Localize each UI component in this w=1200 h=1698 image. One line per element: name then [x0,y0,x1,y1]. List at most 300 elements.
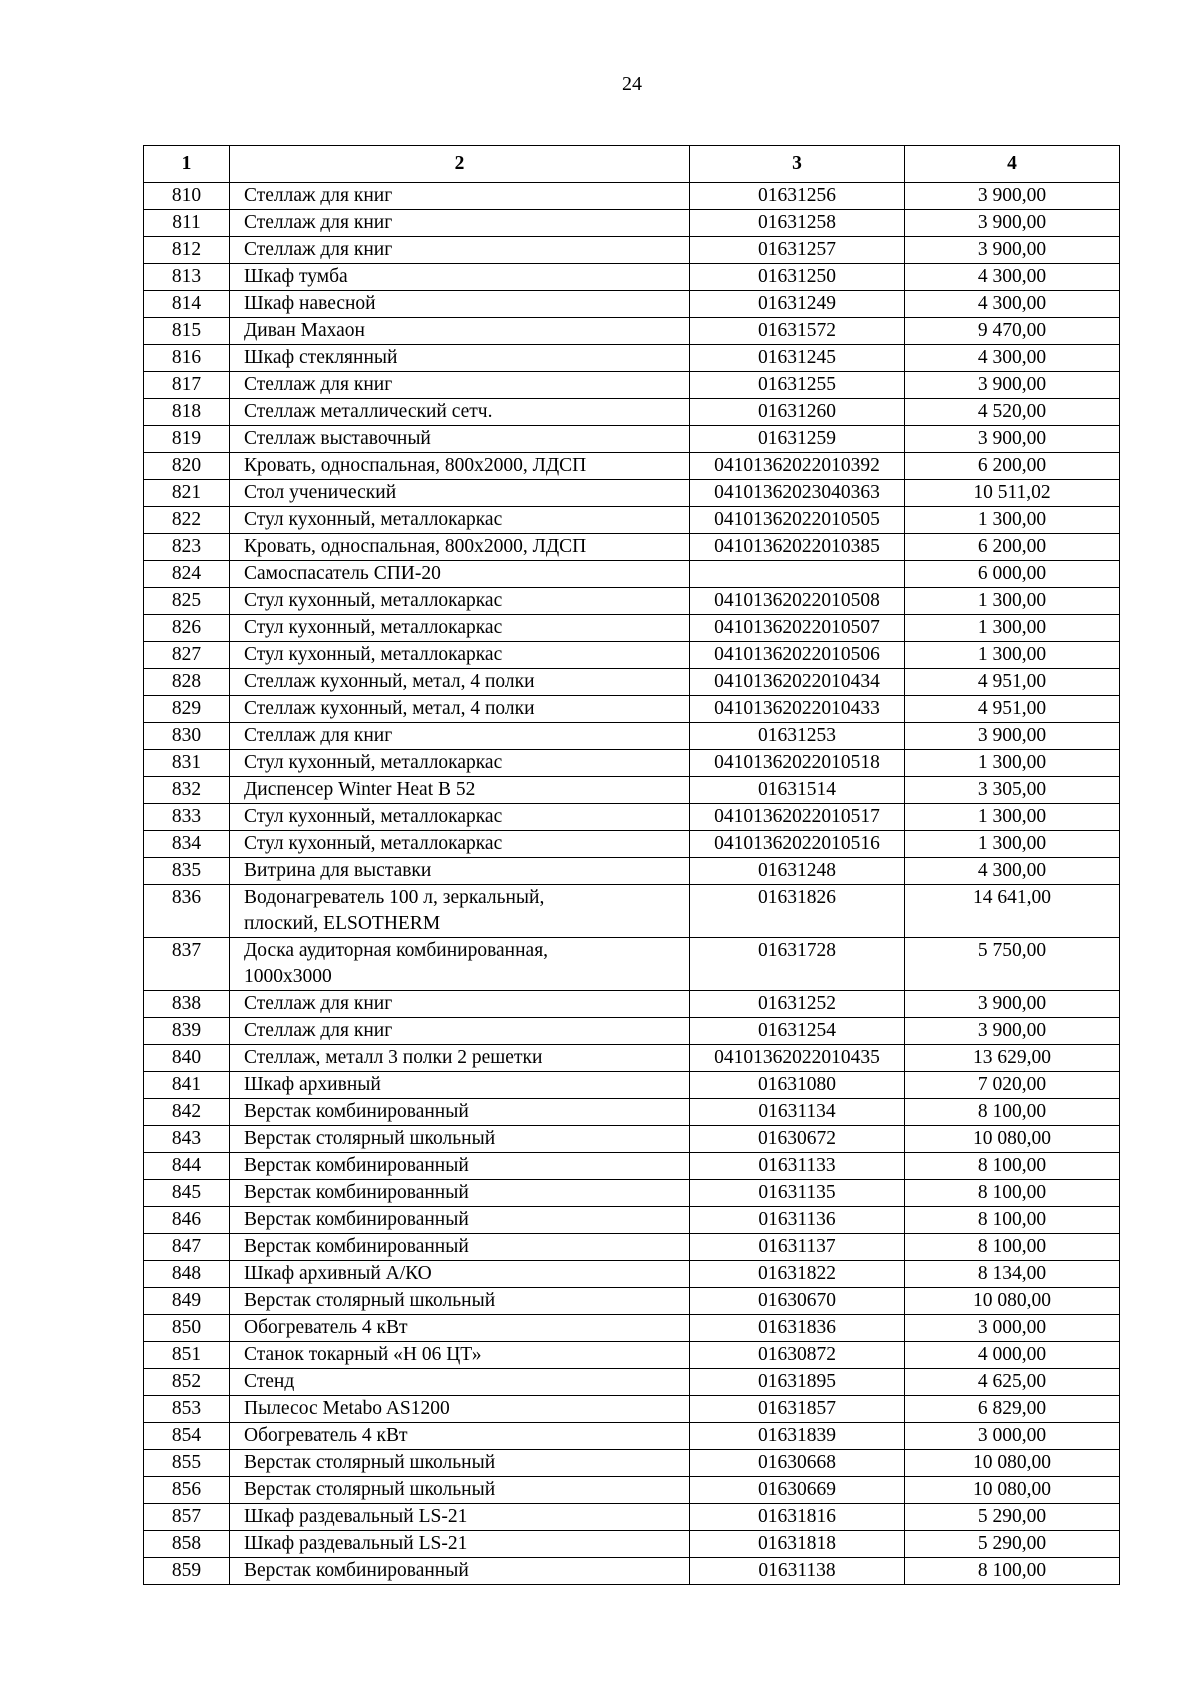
row-number: 832 [144,777,230,804]
table-header-row [144,146,1120,183]
inventory-code: 01630872 [690,1342,905,1369]
item-price: 7 020,00 [905,1072,1120,1099]
item-name [230,1261,690,1288]
item-name [230,642,690,669]
row-number: 829 [144,696,230,723]
item-name-line: Верстак комбинированный [244,1182,469,1203]
item-price: 4 300,00 [905,858,1120,885]
item-name [230,1423,690,1450]
item-name [230,1180,690,1207]
table-row [144,1477,1120,1504]
item-name [230,183,690,210]
item-name-line: Диспенсер Winter Heat B 52 [244,779,476,800]
item-name [230,1504,690,1531]
item-name [230,831,690,858]
table-row [144,1126,1120,1153]
item-name [230,1153,690,1180]
row-number: 812 [144,237,230,264]
item-name-line: Обогреватель 4 кВт [244,1425,408,1446]
table-row [144,991,1120,1018]
row-number: 851 [144,1342,230,1369]
item-name-line: Стул кухонный, металлокаркас [244,509,503,530]
item-name-line: Стул кухонный, металлокаркас [244,833,503,854]
inventory-code: 01630669 [690,1477,905,1504]
table-row [144,561,1120,588]
row-number: 855 [144,1450,230,1477]
item-name [230,615,690,642]
row-number: 831 [144,750,230,777]
item-name [230,1342,690,1369]
table-row [144,588,1120,615]
table-row [144,1045,1120,1072]
table-row [144,372,1120,399]
table-row [144,1423,1120,1450]
header-col-1: 1 [144,146,230,183]
table-row [144,183,1120,210]
item-name [230,750,690,777]
inventory-code: 04101362023040363 [690,480,905,507]
row-number: 818 [144,399,230,426]
item-price: 4 951,00 [905,669,1120,696]
item-name [230,1126,690,1153]
row-number: 811 [144,210,230,237]
item-name-line: Верстак столярный школьный [244,1479,496,1500]
item-name-line: Шкаф навесной [244,293,376,314]
inventory-code: 01631252 [690,991,905,1018]
item-name [230,534,690,561]
page-number: 24 [622,73,642,95]
item-price: 13 629,00 [905,1045,1120,1072]
row-number: 845 [144,1180,230,1207]
item-name [230,938,690,991]
item-name [230,669,690,696]
inventory-code: 01631826 [690,885,905,938]
item-price: 8 100,00 [905,1099,1120,1126]
table-row [144,210,1120,237]
inventory-code: 04101362022010516 [690,831,905,858]
item-price: 1 300,00 [905,750,1120,777]
item-name-line: 1000х3000 [244,966,332,987]
inventory-code: 01631257 [690,237,905,264]
item-name-line: Стул кухонный, металлокаркас [244,752,503,773]
item-price: 3 900,00 [905,372,1120,399]
item-name-line: Витрина для выставки [244,860,432,881]
row-number: 826 [144,615,230,642]
row-number: 836 [144,885,230,938]
item-name [230,480,690,507]
item-price: 1 300,00 [905,588,1120,615]
table-row [144,1099,1120,1126]
item-price: 10 080,00 [905,1450,1120,1477]
item-price: 5 290,00 [905,1531,1120,1558]
row-number: 847 [144,1234,230,1261]
item-name-line: Верстак комбинированный [244,1155,469,1176]
inventory-code: 01631839 [690,1423,905,1450]
item-name-line: Стеллаж, металл 3 полки 2 решетки [244,1047,543,1068]
item-name [230,345,690,372]
item-price: 4 300,00 [905,291,1120,318]
item-name-line: Стеллаж для книг [244,374,393,395]
item-name-line: Верстак комбинированный [244,1209,469,1230]
row-number: 835 [144,858,230,885]
item-name [230,696,690,723]
table-row [144,1261,1120,1288]
table-row [144,696,1120,723]
inventory-code: 01631572 [690,318,905,345]
item-name [230,804,690,831]
item-price: 4 000,00 [905,1342,1120,1369]
item-name [230,291,690,318]
table-row [144,938,1120,991]
row-number: 815 [144,318,230,345]
row-number: 853 [144,1396,230,1423]
item-name-line: Стол ученический [244,482,397,503]
item-name-line: Обогреватель 4 кВт [244,1317,408,1338]
item-name-line: Стул кухонный, металлокаркас [244,590,503,611]
item-price: 4 520,00 [905,399,1120,426]
header-col-3: 3 [690,146,905,183]
item-price: 8 100,00 [905,1153,1120,1180]
item-price: 3 900,00 [905,991,1120,1018]
table-row [144,1369,1120,1396]
item-name [230,1234,690,1261]
inventory-code: 01631818 [690,1531,905,1558]
row-number: 824 [144,561,230,588]
item-price: 4 300,00 [905,264,1120,291]
inventory-code: 01631254 [690,1018,905,1045]
item-name-line: Верстак комбинированный [244,1101,469,1122]
table-row [144,534,1120,561]
item-name [230,237,690,264]
item-name [230,1369,690,1396]
table-row [144,453,1120,480]
row-number: 834 [144,831,230,858]
inventory-code: 04101362022010517 [690,804,905,831]
row-number: 820 [144,453,230,480]
row-number: 819 [144,426,230,453]
item-price: 3 000,00 [905,1315,1120,1342]
item-name-line: Шкаф стеклянный [244,347,398,368]
item-name-line: Верстак столярный школьный [244,1452,496,1473]
inventory-code: 04101362022010508 [690,588,905,615]
item-name [230,723,690,750]
inventory-code: 01631514 [690,777,905,804]
table-row [144,264,1120,291]
inventory-code: 01631135 [690,1180,905,1207]
table-row [144,1504,1120,1531]
inventory-code: 01631258 [690,210,905,237]
row-number: 816 [144,345,230,372]
table-row [144,615,1120,642]
item-name-line: Шкаф архивный А/КО [244,1263,432,1284]
inventory-table [143,145,1120,1585]
item-name [230,885,690,938]
inventory-code: 01631138 [690,1558,905,1585]
item-price: 1 300,00 [905,804,1120,831]
item-price: 3 900,00 [905,723,1120,750]
item-price: 1 300,00 [905,831,1120,858]
row-number: 846 [144,1207,230,1234]
item-price: 8 100,00 [905,1558,1120,1585]
table-row [144,642,1120,669]
table-row [144,1180,1120,1207]
inventory-code: 01631248 [690,858,905,885]
table-row [144,1342,1120,1369]
item-price: 1 300,00 [905,507,1120,534]
table-body [144,183,1120,1585]
inventory-code: 04101362022010507 [690,615,905,642]
item-price: 8 100,00 [905,1234,1120,1261]
item-name-line: Верстак столярный школьный [244,1290,496,1311]
table-row [144,723,1120,750]
row-number: 848 [144,1261,230,1288]
inventory-code: 04101362022010505 [690,507,905,534]
inventory-code: 01631250 [690,264,905,291]
item-name-line: Стеллаж выставочный [244,428,431,449]
inventory-code: 01631133 [690,1153,905,1180]
item-price: 1 300,00 [905,642,1120,669]
item-name-line: Шкаф раздевальный LS-21 [244,1506,468,1527]
table-row [144,777,1120,804]
inventory-code: 01631136 [690,1207,905,1234]
item-name [230,1315,690,1342]
item-name [230,588,690,615]
table-row [144,750,1120,777]
item-price: 4 951,00 [905,696,1120,723]
item-name [230,1288,690,1315]
inventory-code: 04101362022010518 [690,750,905,777]
item-price: 4 625,00 [905,1369,1120,1396]
item-name [230,991,690,1018]
item-name [230,1396,690,1423]
item-price: 5 750,00 [905,938,1120,991]
table-row [144,858,1120,885]
inventory-code: 01631249 [690,291,905,318]
row-number: 856 [144,1477,230,1504]
inventory-code: 04101362022010385 [690,534,905,561]
item-price: 3 305,00 [905,777,1120,804]
item-name-line: Самоспасатель СПИ-20 [244,563,441,584]
inventory-code: 04101362022010435 [690,1045,905,1072]
item-name-line: Шкаф тумба [244,266,348,287]
item-name-line: Верстак столярный школьный [244,1128,496,1149]
row-number: 828 [144,669,230,696]
inventory-code: 01631822 [690,1261,905,1288]
inventory-code: 04101362022010506 [690,642,905,669]
item-price: 3 000,00 [905,1423,1120,1450]
item-name [230,453,690,480]
item-price: 10 080,00 [905,1288,1120,1315]
item-name-line: Стеллаж для книг [244,725,393,746]
table-row [144,885,1120,938]
item-name [230,1477,690,1504]
item-name [230,561,690,588]
row-number: 823 [144,534,230,561]
row-number: 839 [144,1018,230,1045]
item-price: 6 200,00 [905,453,1120,480]
item-price: 10 080,00 [905,1126,1120,1153]
item-price: 10 511,02 [905,480,1120,507]
row-number: 810 [144,183,230,210]
item-name-line: Верстак комбинированный [244,1560,469,1581]
item-name-line: Стул кухонный, металлокаркас [244,806,503,827]
item-name [230,1450,690,1477]
item-name-line: Пылесос Metabo AS1200 [244,1398,450,1419]
item-name-line: Стеллаж для книг [244,239,393,260]
row-number: 817 [144,372,230,399]
item-price: 1 300,00 [905,615,1120,642]
row-number: 843 [144,1126,230,1153]
row-number: 842 [144,1099,230,1126]
item-name [230,1207,690,1234]
item-name [230,372,690,399]
inventory-code: 01631816 [690,1504,905,1531]
row-number: 822 [144,507,230,534]
row-number: 830 [144,723,230,750]
row-number: 833 [144,804,230,831]
row-number: 849 [144,1288,230,1315]
row-number: 854 [144,1423,230,1450]
inventory-code: 01630668 [690,1450,905,1477]
item-name-line: Водонагреватель 100 л, зеркальный, [244,887,545,908]
inventory-code: 01631895 [690,1369,905,1396]
inventory-code: 01630672 [690,1126,905,1153]
table-row [144,318,1120,345]
table-row [144,426,1120,453]
item-name-line: Кровать, односпальная, 800х2000, ЛДСП [244,455,587,476]
item-name-line: Стенд [244,1371,295,1392]
item-name-line: Стеллаж для книг [244,1020,393,1041]
item-price: 6 200,00 [905,534,1120,561]
table-row [144,669,1120,696]
item-price: 4 300,00 [905,345,1120,372]
item-name [230,426,690,453]
inventory-code: 04101362022010433 [690,696,905,723]
item-price: 3 900,00 [905,237,1120,264]
item-price: 6 829,00 [905,1396,1120,1423]
inventory-code: 01631255 [690,372,905,399]
item-name-line: Верстак комбинированный [244,1236,469,1257]
inventory-code: 01631080 [690,1072,905,1099]
table-row [144,507,1120,534]
item-price: 3 900,00 [905,1018,1120,1045]
item-name-line: Шкаф раздевальный LS-21 [244,1533,468,1554]
table-row [144,804,1120,831]
item-price: 8 100,00 [905,1207,1120,1234]
item-name-line: Доска аудиторная комбинированная, [244,940,549,961]
item-name [230,1072,690,1099]
table-row [144,1531,1120,1558]
item-price: 3 900,00 [905,183,1120,210]
table-row [144,1234,1120,1261]
item-name [230,1099,690,1126]
row-number: 813 [144,264,230,291]
table-row [144,1450,1120,1477]
inventory-code: 01631256 [690,183,905,210]
item-price: 14 641,00 [905,885,1120,938]
table-row [144,1153,1120,1180]
item-name [230,1531,690,1558]
item-name-line: Стул кухонный, металлокаркас [244,644,503,665]
item-name [230,858,690,885]
item-name-line: Стул кухонный, металлокаркас [244,617,503,638]
item-name-line: Диван Махаон [244,320,365,341]
item-name-line: Стеллаж кухонный, метал, 4 полки [244,671,535,692]
row-number: 825 [144,588,230,615]
item-price: 3 900,00 [905,210,1120,237]
row-number: 840 [144,1045,230,1072]
table-row [144,399,1120,426]
item-price: 6 000,00 [905,561,1120,588]
inventory-code [690,561,905,588]
inventory-code: 01631836 [690,1315,905,1342]
inventory-code: 01631253 [690,723,905,750]
inventory-code: 01630670 [690,1288,905,1315]
inventory-table-container [143,145,1120,1585]
row-number: 844 [144,1153,230,1180]
item-name [230,1558,690,1585]
item-name-line: Стеллаж для книг [244,993,393,1014]
row-number: 814 [144,291,230,318]
inventory-code: 04101362022010392 [690,453,905,480]
item-price: 5 290,00 [905,1504,1120,1531]
item-name-line: Кровать, односпальная, 800х2000, ЛДСП [244,536,587,557]
row-number: 838 [144,991,230,1018]
row-number: 852 [144,1369,230,1396]
table-row [144,291,1120,318]
table-row [144,1207,1120,1234]
table-row [144,1396,1120,1423]
item-name [230,264,690,291]
table-row [144,237,1120,264]
inventory-code: 01631857 [690,1396,905,1423]
item-name-line: плоский, ELSOTHERM [244,913,441,934]
item-price: 9 470,00 [905,318,1120,345]
table-row [144,1558,1120,1585]
item-name-line: Стеллаж для книг [244,185,393,206]
row-number: 827 [144,642,230,669]
item-name-line: Шкаф архивный [244,1074,381,1095]
row-number: 821 [144,480,230,507]
item-name [230,318,690,345]
inventory-code: 01631260 [690,399,905,426]
table-row [144,1315,1120,1342]
inventory-code: 04101362022010434 [690,669,905,696]
item-price: 8 100,00 [905,1180,1120,1207]
item-name-line: Станок токарный «Н 06 ЦТ» [244,1344,482,1365]
table-row [144,1288,1120,1315]
item-price: 10 080,00 [905,1477,1120,1504]
table-row [144,345,1120,372]
row-number: 858 [144,1531,230,1558]
inventory-code: 01631134 [690,1099,905,1126]
item-name-line: Стеллаж кухонный, метал, 4 полки [244,698,535,719]
item-price: 8 134,00 [905,1261,1120,1288]
item-name-line: Стеллаж для книг [244,212,393,233]
header-col-4: 4 [905,146,1120,183]
item-price: 3 900,00 [905,426,1120,453]
row-number: 857 [144,1504,230,1531]
item-name-line: Стеллаж металлический сетч. [244,401,493,422]
table-row [144,1072,1120,1099]
table-row [144,831,1120,858]
row-number: 859 [144,1558,230,1585]
header-col-2: 2 [230,146,690,183]
item-name [230,399,690,426]
row-number: 837 [144,938,230,991]
item-name [230,210,690,237]
table-row [144,480,1120,507]
